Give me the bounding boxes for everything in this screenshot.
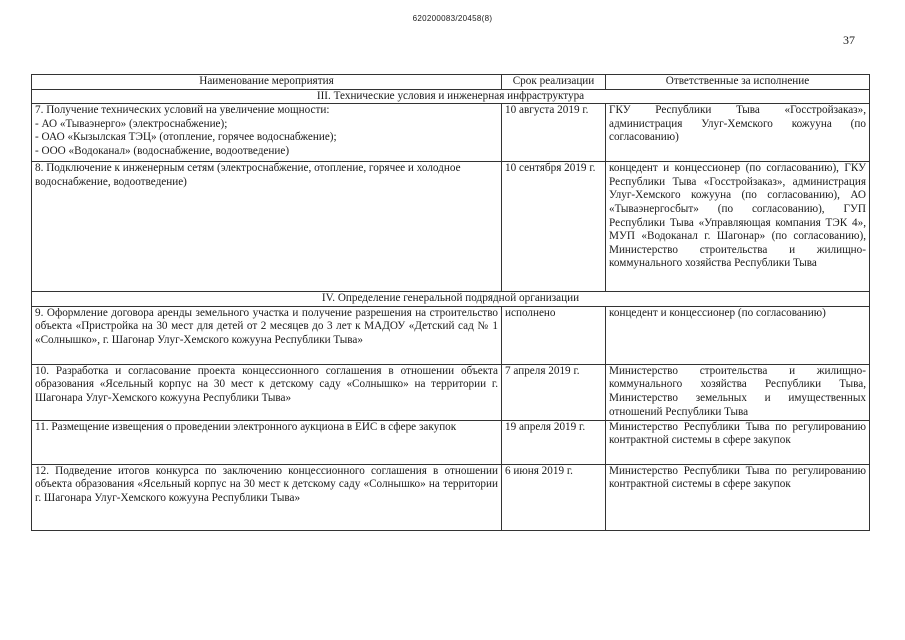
responsible-cell: ГКУ Республики Тыва «Госстройзаказ», администрация Улуг-Хемского кожууна (по согласованию) <box>606 104 870 162</box>
event-name-line: 12. Подведение итогов конкурса по заключению концессионного соглашения в отношении объекта образования «Ясельный корпус на 30 мест к детскому саду «Солнышко» на территории г. Шагонара Улуг-Хемского кожууна Республики Тыва» <box>35 464 498 504</box>
table-row <box>32 104 870 162</box>
deadline-cell: 6 июня 2019 г. <box>502 464 606 530</box>
event-name-cell <box>32 306 502 364</box>
events-table <box>31 74 870 531</box>
event-name-line: 8. Подключение к инженерным сетям (электроснабжение, отопление, горячее и холодное водоснабжение, водоотведение) <box>35 162 461 188</box>
event-name-line: - АО «Тываэнерго» (электроснабжение); <box>35 117 228 130</box>
table-row <box>32 464 870 530</box>
section-title: IV. Определение генеральной подрядной организации <box>32 292 870 307</box>
section-title-row <box>32 89 870 104</box>
deadline-cell: 19 апреля 2019 г. <box>502 420 606 464</box>
responsible-cell: концедент и концессионер (по согласованию) <box>606 306 870 364</box>
deadline-cell: исполнено <box>502 306 606 364</box>
responsible-cell: Министерство Республики Тыва по регулированию контрактной системы в сфере закупок <box>606 464 870 530</box>
event-name-cell <box>32 464 502 530</box>
responsible-cell: Министерство строительства и жилищно-коммунального хозяйства Республики Тыва, Министерство земельных и имущественных отношений Республики Тыва <box>606 364 870 420</box>
event-name-line: 9. Оформление договора аренды земельного участка и получение разрешения на строительство объекта «Пристройка на 30 мест для детей от 2 месяцев до 3 лет к МАДОУ «Детский сад № 1 «Солнышко», г. Шагонар Улуг-Хемского кожууна Республики Тыва» <box>35 306 498 346</box>
event-name-line: 7. Получение технических условий на увеличение мощности: <box>35 104 330 117</box>
event-name-line: 10. Разработка и согласование проекта концессионного соглашения в отношении объекта образования «Ясельный корпус на 30 мест к детскому саду «Солнышко» на территории г. Шагонара Улуг-Хемского кожууна Республики Тыва» <box>35 364 498 404</box>
event-name-cell <box>32 104 502 162</box>
deadline-cell: 10 сентября 2019 г. <box>502 162 606 292</box>
event-name-line: - ООО «Водоканал» (водоснабжение, водоотведение) <box>35 144 290 157</box>
table-header-row <box>32 75 870 90</box>
header-event-name: Наименование мероприятия <box>32 75 502 90</box>
event-name-cell <box>32 364 502 420</box>
deadline-cell: 10 августа 2019 г. <box>502 104 606 162</box>
section-title: III. Технические условия и инженерная инфраструктура <box>32 89 870 104</box>
document-id: 620200083/20458(8) <box>412 14 493 23</box>
event-name-cell <box>32 162 502 292</box>
section-title-row <box>32 292 870 307</box>
event-name-line: - ОАО «Кызылская ТЭЦ» (отопление, горячее водоснабжение); <box>35 131 337 144</box>
responsible-cell: концедент и концессионер (по согласованию), ГКУ Республики Тыва «Госстройзаказ», администрация Улуг-Хемского кожууна (по согласованию), АО «Тываэнергосбыт» (по согласованию), ГУП Республики Тыва «Управляющая компания ТЭК 4», МУП «Водоканал г. Шагонар» (по согласованию), Министерство строительства и жилищно-коммунального хозяйства Республики Тыва <box>606 162 870 292</box>
table-row <box>32 420 870 464</box>
responsible-cell: Министерство Республики Тыва по регулированию контрактной системы в сфере закупок <box>606 420 870 464</box>
header-deadline: Срок реализации <box>502 75 606 90</box>
table-row <box>32 364 870 420</box>
deadline-cell: 7 апреля 2019 г. <box>502 364 606 420</box>
event-name-cell <box>32 420 502 464</box>
table-row <box>32 306 870 364</box>
page-number: 37 <box>843 33 855 47</box>
event-name-line: 11. Размещение извещения о проведении электронного аукциона в ЕИС в сфере закупок <box>35 420 457 433</box>
header-responsible: Ответственные за исполнение <box>606 75 870 90</box>
table-row <box>32 162 870 292</box>
